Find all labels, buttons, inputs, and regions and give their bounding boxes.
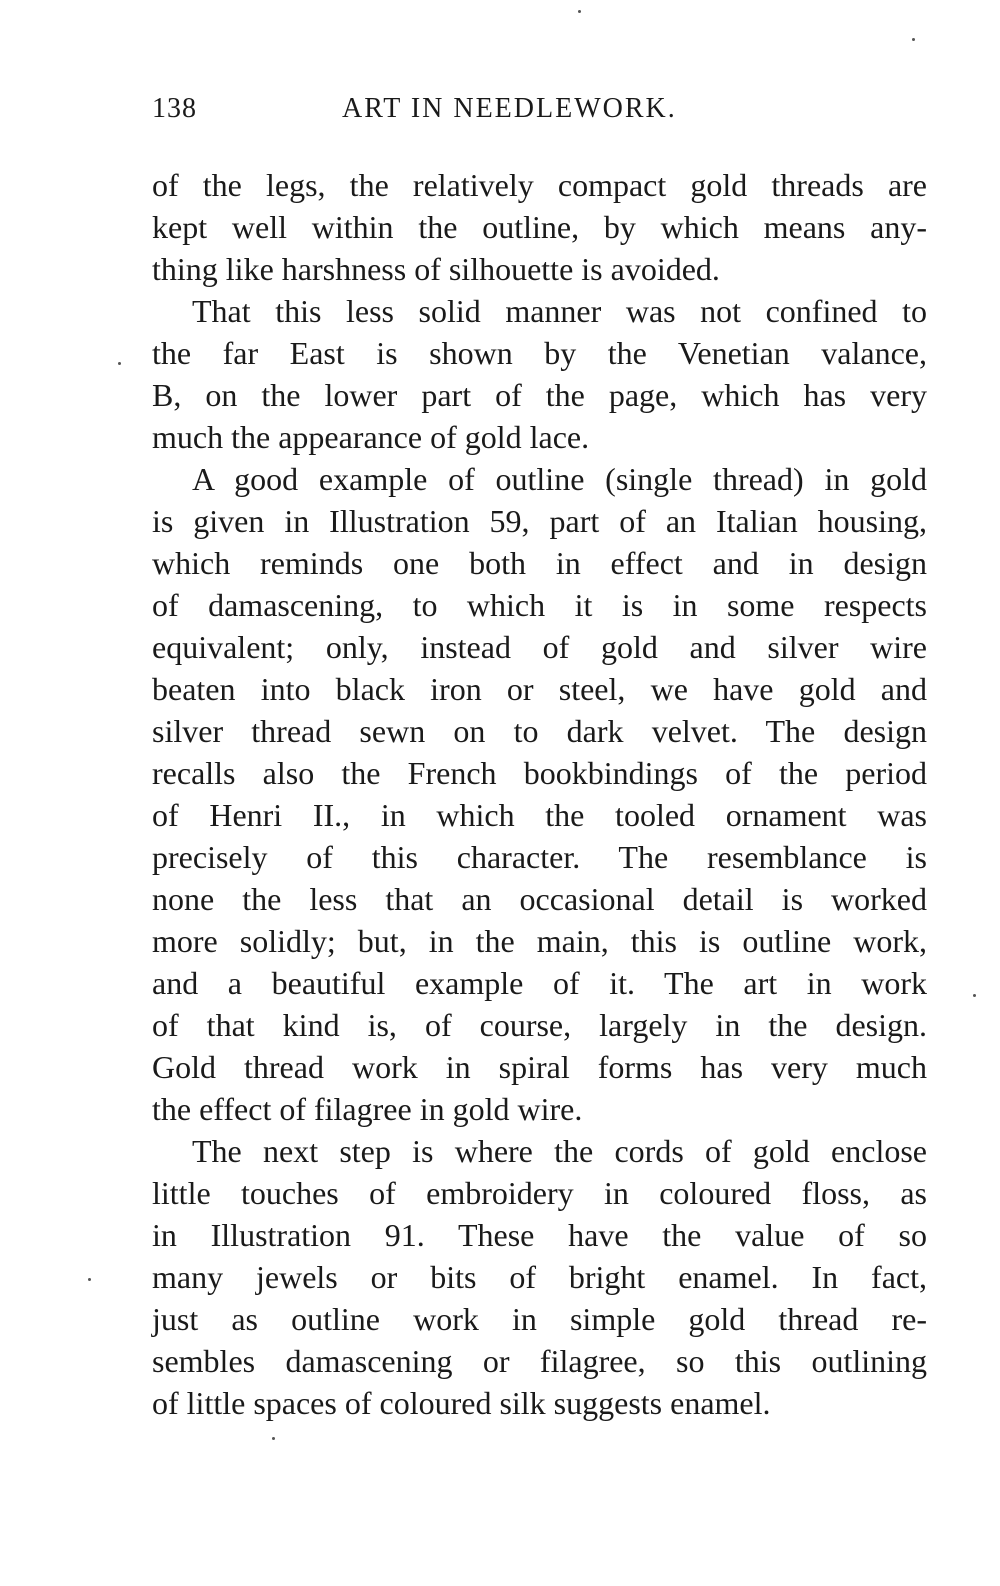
text-line: precisely of this character. The resemblance is — [152, 839, 927, 875]
text-line: of the legs, the relatively compact gold threads are — [152, 167, 927, 203]
paragraph — [152, 290, 927, 458]
body-text — [152, 164, 927, 1424]
scan-speck — [973, 994, 976, 997]
paragraph — [152, 164, 927, 290]
text-line: is given in Illustration 59, part of an Italian housing, — [152, 503, 927, 539]
text-line: little touches of embroidery in coloured floss, as — [152, 1175, 927, 1211]
text-line: in Illustration 91. These have the value of so — [152, 1217, 927, 1253]
text-line: many jewels or bits of bright enamel. In fact, — [152, 1259, 927, 1295]
text-line: more solidly; but, in the main, this is outline work, — [152, 923, 927, 959]
text-line: That this less solid manner was not confined to — [192, 293, 927, 329]
text-line: kept well within the outline, by which means any- — [152, 209, 927, 245]
scan-speck — [578, 10, 581, 13]
paragraph — [152, 1130, 927, 1424]
text-line: sembles damascening or filagree, so this outlining — [152, 1343, 927, 1379]
text-line: none the less that an occasional detail is worked — [152, 881, 927, 917]
text-line: B, on the lower part of the page, which has very — [152, 377, 927, 413]
running-title: ART IN NEEDLEWORK. — [342, 93, 677, 124]
text-line: Gold thread work in spiral forms has very much — [152, 1049, 927, 1085]
text-line: of little spaces of coloured silk suggests enamel. — [152, 1385, 771, 1421]
scan-speck — [88, 1278, 91, 1281]
text-line: and a beautiful example of it. The art in work — [152, 965, 927, 1001]
scan-speck — [272, 1437, 275, 1440]
text-line: beaten into black iron or steel, we have gold and — [152, 671, 927, 707]
text-line: of damascening, to which it is in some respects — [152, 587, 927, 623]
scan-speck — [118, 362, 121, 365]
text-line: silver thread sewn on to dark velvet. The design — [152, 713, 927, 749]
page-number: 138 — [152, 93, 197, 124]
text-line: the far East is shown by the Venetian valance, — [152, 335, 927, 371]
text-line: much the appearance of gold lace. — [152, 419, 590, 455]
text-line: of that kind is, of course, largely in the design. — [152, 1007, 927, 1043]
text-line: recalls also the French bookbindings of the period — [152, 755, 927, 791]
text-line: which reminds one both in effect and in design — [152, 545, 927, 581]
text-line: thing like harshness of silhouette is avoided. — [152, 251, 720, 287]
text-line: A good example of outline (single thread) in gold — [192, 461, 927, 497]
paragraph — [152, 458, 927, 1130]
text-line: equivalent; only, instead of gold and silver wire — [152, 629, 927, 665]
text-line: The next step is where the cords of gold enclose — [192, 1133, 927, 1169]
page-header — [152, 93, 927, 133]
text-line: just as outline work in simple gold thread re- — [152, 1301, 927, 1337]
text-line: the effect of filagree in gold wire. — [152, 1091, 583, 1127]
scan-speck — [912, 38, 915, 41]
text-line: of Henri II., in which the tooled ornament was — [152, 797, 927, 833]
